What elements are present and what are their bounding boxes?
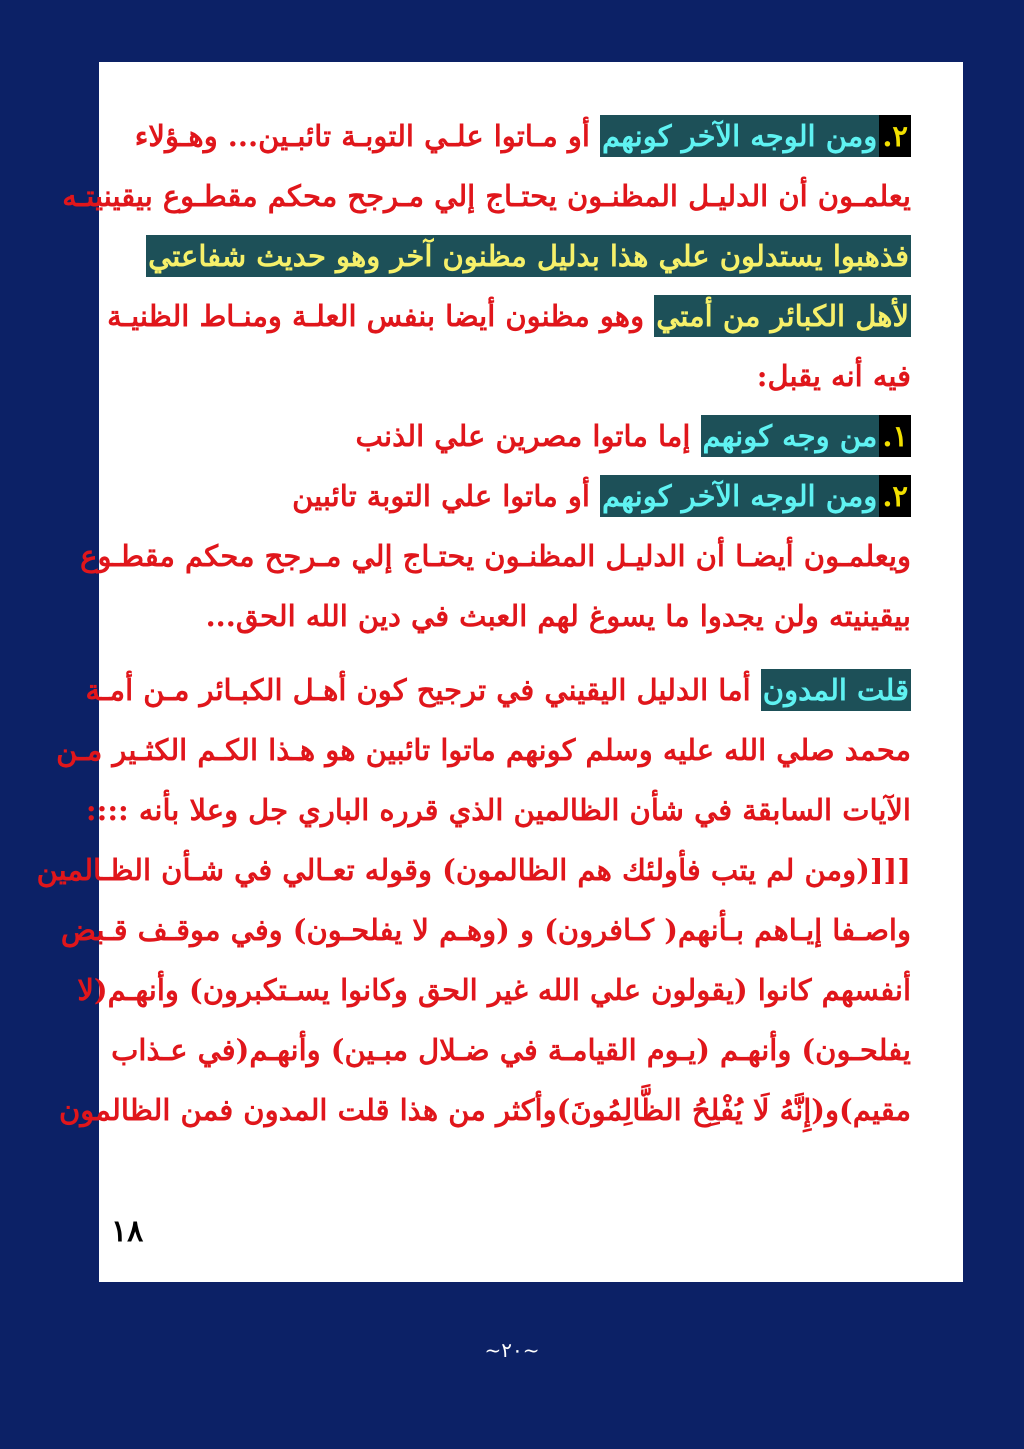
text-line: [85, 660, 911, 720]
text-line: [151, 346, 911, 406]
text-line: [60, 900, 911, 960]
text-line: [36, 840, 911, 900]
page-content: [36, 106, 911, 1140]
line-text: يعلمـون أن الدليـل المظنـون يحتـاج إلي مـرجح محكم مقطـوع بيقينيتـه: [62, 179, 911, 213]
line-text: أما الدليل اليقيني في ترجيح كون أهـل الكبـائر مـن أمـة: [85, 673, 751, 707]
highlighted-phrase: من وجه كونهم: [701, 415, 880, 457]
text-line: [56, 720, 911, 780]
line-text: [[[(ومن لم يتب فأولئك هم الظالمون) وقوله تعـالي في شـأن الظـالمين: [36, 853, 911, 887]
line-text: مقيم)و(إِنَّهُ لَا يُفْلِحُ الظَّالِمُونَ)وأكثر من هذا قلت المدون فمن الظالمون: [59, 1093, 911, 1127]
line-text: الآيات السابقة في شأن الظالمين الذي قرره الباري جل وعلا بأنه ::::: [85, 793, 911, 827]
text-line: [107, 286, 911, 346]
page-number: ١٨: [111, 1214, 144, 1249]
highlighted-phrase: ومن الوجه الآخر كونهم: [600, 475, 879, 517]
text-line: [62, 166, 911, 226]
text-line: [148, 226, 911, 286]
line-text: إما ماتوا مصرين علي الذنب: [355, 419, 691, 453]
text-line: [85, 780, 911, 840]
highlighted-phrase: قلت المدون: [761, 669, 911, 711]
line-text: ويعلمـون أيضـا أن الدليـل المظنـون يحتـاج إلي مـرجح محكم مقطـوع: [80, 539, 911, 573]
document-page: [36, 62, 963, 1282]
line-text: يفلحـون) وأنهـم (يـوم القيامـة في ضـلال مبـين) وأنهـم(في عـذاب: [111, 1033, 911, 1067]
text-line: [151, 466, 911, 526]
footer-page-number: ~٢٠~: [484, 1338, 540, 1362]
list-number: ١.: [879, 415, 911, 457]
line-text: أو ماتوا علي التوبة تائبين: [292, 479, 590, 513]
line-text: وهو مظنون أيضا بنفس العلـة ومنـاط الظنيـة: [107, 299, 645, 333]
line-text: أنفسهم كانوا (يقولون علي الله غير الحق وكانوا يسـتكبرون) وأنهـم(لا: [77, 973, 911, 1007]
highlighted-phrase: فذهبوا يستدلون علي هذا بدليل مظنون آخر وهو حديث شفاعتي: [146, 235, 911, 277]
line-text: أو مـاتوا علـي التوبـة تائبـين... وهـؤلاء: [134, 119, 590, 153]
line-text: بيقينيته ولن يجدوا ما يسوغ لهم العبث في دين الله الحق...: [205, 599, 911, 633]
list-number: ٢.: [879, 115, 911, 157]
text-line: [59, 1080, 911, 1140]
text-line: [111, 1020, 911, 1080]
line-text: محمد صلي الله عليه وسلم كونهم ماتوا تائبين هو هـذا الكـم الكثـير مـن: [56, 733, 911, 767]
text-line: [77, 960, 911, 1020]
text-line: [80, 526, 911, 586]
text-line: [151, 586, 911, 646]
text-line: [134, 106, 911, 166]
line-text: فيه أنه يقبل:: [756, 359, 911, 393]
highlighted-phrase: ومن الوجه الآخر كونهم: [600, 115, 879, 157]
line-text: واصـفا إيـاهم بـأنهم( كـافرون) و (وهـم لا يفلحـون) وفي موقـف قـبض: [60, 913, 911, 947]
paragraph-gap: [151, 646, 911, 660]
text-line: [151, 406, 911, 466]
list-number: ٢.: [879, 475, 911, 517]
highlighted-phrase: لأهل الكبائر من أمتي: [654, 295, 911, 337]
